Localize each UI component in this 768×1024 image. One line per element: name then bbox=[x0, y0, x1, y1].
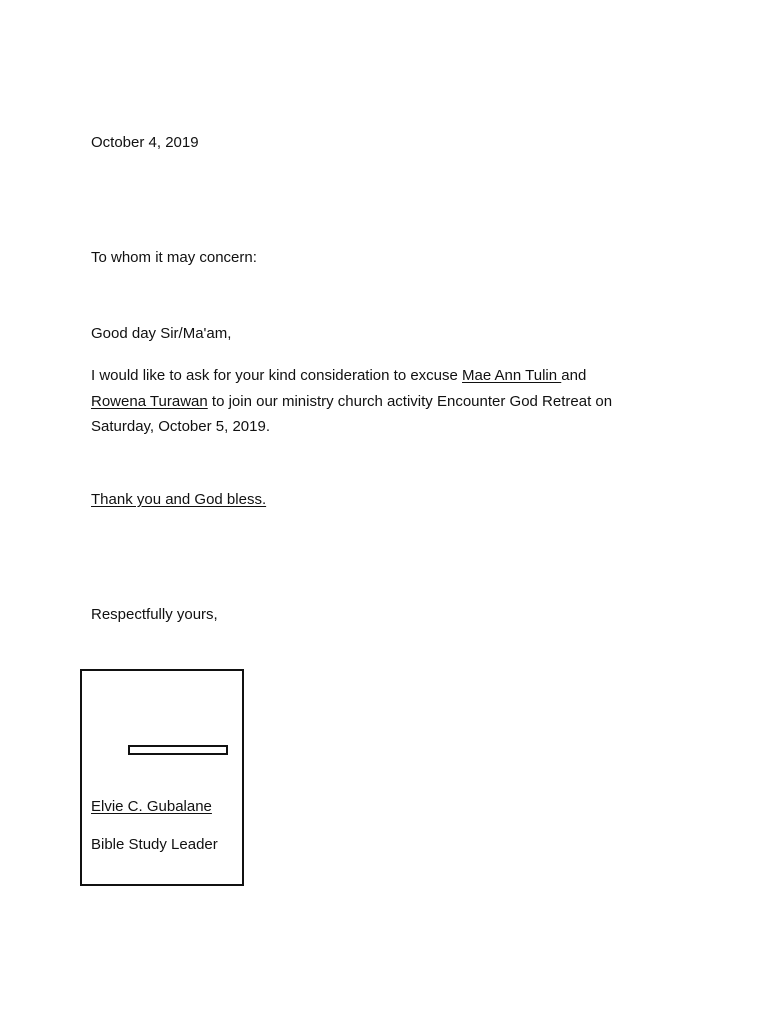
signatory-title: Bible Study Leader bbox=[91, 836, 218, 853]
body-line-1-prefix: I would like to ask for your kind consideration to excuse bbox=[91, 367, 463, 384]
recipient-line: To whom it may concern: bbox=[91, 249, 257, 266]
thanks-line: Thank you and God bless. bbox=[91, 491, 267, 508]
signatory-name: Elvie C. Gubalane bbox=[91, 798, 212, 815]
letter-body bbox=[91, 363, 671, 440]
letter-date: October 4, 2019 bbox=[91, 134, 199, 151]
signature-line bbox=[128, 745, 228, 755]
greeting: Good day Sir/Ma'am, bbox=[91, 325, 232, 342]
body-line-1 bbox=[91, 363, 671, 389]
person-name-2: Rowena Turawan bbox=[91, 392, 208, 410]
body-line-2-suffix: to join our ministry church activity Encounter God Retreat on bbox=[207, 392, 613, 410]
closing-line: Respectfully yours, bbox=[91, 606, 218, 623]
body-line-1-suffix: and bbox=[561, 367, 587, 384]
body-line-3: Saturday, October 5, 2019. bbox=[91, 418, 270, 435]
body-line-2 bbox=[91, 389, 671, 415]
person-name-1: Mae Ann Tulin bbox=[462, 367, 562, 384]
